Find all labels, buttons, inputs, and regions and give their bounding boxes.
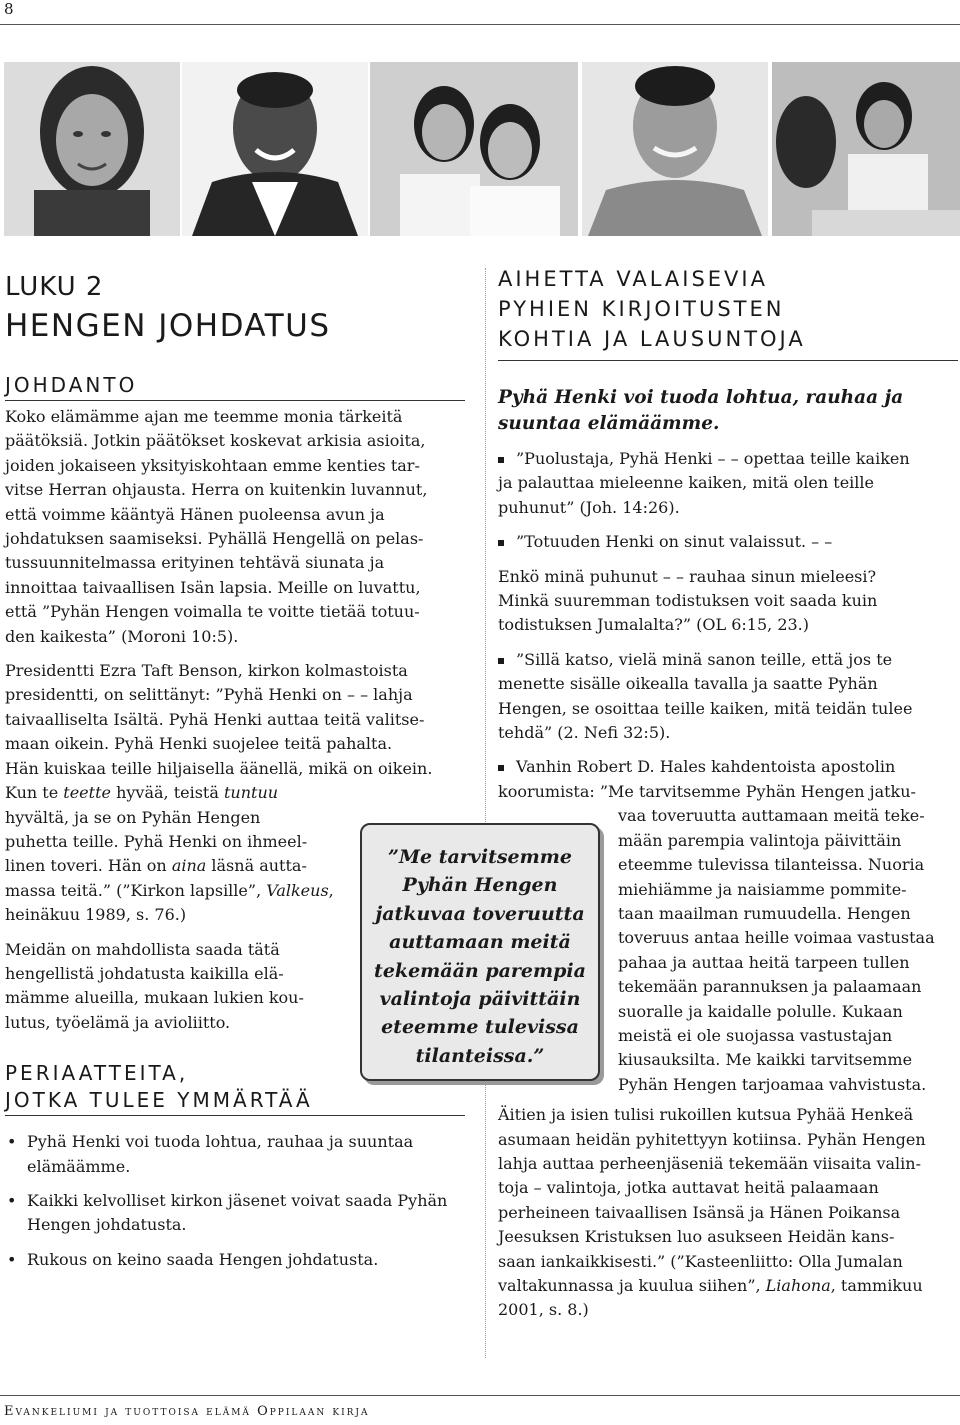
- hales-line: koorumista: ”Me tarvitsemme Pyhän Hengen jatku-: [498, 781, 916, 801]
- pull-quote-line: Pyhän Hengen: [402, 874, 558, 897]
- hales-wrap: [618, 804, 954, 1097]
- woman-portrait-photo: [4, 62, 180, 236]
- parents-line: Jeesuksen Kristuksen luo asukseen Heidän kans-: [498, 1227, 895, 1247]
- intro-line: vitse Herran ohjausta. Herra on kuitenkin luvannut,: [5, 480, 428, 500]
- pull-quote-line: jatkuvaa toveruutta: [375, 902, 585, 925]
- man-portrait-photo: [182, 62, 368, 236]
- scripture-line: menette sisälle oikealla tavalla ja saatte Pyhän: [498, 674, 878, 694]
- scripture-item: [498, 447, 954, 520]
- intro-line: joiden jokaiseen yksityiskohtaan emme kenties tar-: [5, 455, 420, 475]
- benson-line: Kun te teette hyvää, teistä tuntuu: [5, 783, 279, 803]
- hales-line: toveruus antaa heille voimaa vastustaa: [618, 928, 935, 948]
- scripture-line: ”Puolustaja, Pyhä Henki – – opettaa teille kaiken: [516, 449, 910, 468]
- principle-item: • Pyhä Henki voi tuoda lohtua, rauhaa ja suuntaa elämäämme.: [5, 1130, 465, 1179]
- pull-quote-line: eteemme tulevissa: [381, 1016, 579, 1039]
- scripture-line: tehdä” (2. Nefi 32:5).: [498, 723, 671, 743]
- left-column: [5, 270, 465, 1282]
- scripture-item: [498, 648, 954, 746]
- possible-line: lutus, työelämä ja avioliitto.: [5, 1012, 231, 1032]
- benson-line: taivaalliselta Isältä. Pyhä Henki auttaa teitä valitse-: [5, 709, 425, 729]
- hales-item: [498, 755, 954, 804]
- subheading-line: suuntaa elämäämme.: [498, 413, 720, 434]
- photo-strip: [4, 62, 960, 236]
- parents-line: lahja auttaa perheenjäseniä tekemään viisaita valin-: [498, 1153, 921, 1173]
- right-column: [498, 264, 954, 1323]
- intro-line: johdatuksen saamiseksi. Pyhällä Hengellä on pelas-: [5, 529, 424, 549]
- parents-line: Äitien ja isien tulisi rukoillen kutsua Pyhää Henkeä: [498, 1105, 914, 1125]
- parents-line: asumaan heidän pyhitettyyn kotiinsa. Pyhän Hengen: [498, 1129, 926, 1149]
- intro-line: Koko elämämme ajan me teemme monia tärkeitä: [5, 407, 403, 426]
- benson-line: hyvältä, ja se on Pyhän Hengen: [5, 807, 261, 827]
- hales-line: meistä ei ole suojassa vastustajan: [618, 1025, 893, 1045]
- scripture-quote-2-continued: [498, 565, 954, 638]
- intro-line: että ”Pyhän Hengen voimalla te voitte tietää totuu-: [5, 602, 420, 622]
- pull-quote-line: ”Me tarvitsemme: [388, 846, 572, 868]
- scripture-line: todistuksen Jumalalta?” (OL 6:15, 23.): [498, 615, 810, 635]
- principles-list: [5, 1130, 465, 1272]
- hales-line: suoralle ja kaidalle polulle. Kukaan: [618, 1001, 903, 1021]
- principles-heading-line2: JOTKA TULEE YMMÄRTÄÄ: [5, 1087, 465, 1116]
- scripture-line: Enkö minä puhunut – – rauhaa sinun mieleesi?: [498, 566, 877, 586]
- scripture-line: ja palauttaa mieleenne kaiken, mitä olen teille: [498, 473, 874, 493]
- scripture-quote-2: [498, 530, 954, 554]
- page-number: 8: [4, 0, 14, 18]
- scripture-line: Hengen, se osoittaa teille kaiken, mitä teidän tulee: [498, 698, 913, 718]
- scripture-quote-3: [498, 648, 954, 746]
- pull-quote-line: valintoja päivittäin: [379, 988, 581, 1011]
- parents-line: toja – valintoja, jotka auttavat heitä palaamaan: [498, 1178, 879, 1198]
- scripture-heading-line: PYHIEN KIRJOITUSTEN: [498, 297, 785, 321]
- two-girls-photo: [370, 62, 578, 236]
- hales-line: mään parempia valintoja päivittäin: [618, 830, 902, 850]
- benson-line: heinäkuu 1989, s. 76.): [5, 905, 187, 925]
- benson-line: linen toveri. Hän on aina läsnä autta-: [5, 856, 307, 876]
- scripture-heading: [498, 264, 958, 361]
- intro-line: tussuunnitelmassa erityinen tehtävä siunata ja: [5, 553, 385, 573]
- parents-paragraph: [498, 1103, 954, 1323]
- pull-quote-line: tekemään parempia: [374, 959, 586, 982]
- chapter-label: LUKU 2: [5, 272, 104, 302]
- column-divider: [485, 268, 487, 1358]
- benson-line: Hän kuiskaa teille hiljaisella äänellä, mikä on oikein.: [5, 758, 433, 778]
- footer-text: Evankeliumi ja tuottoisa elämä Oppilaan kirja: [4, 1404, 370, 1419]
- hales-line: Vanhin Robert D. Hales kahdentoista apostolin: [516, 757, 896, 777]
- parents-line: 2001, s. 8.): [498, 1300, 589, 1320]
- young-man-photo: [582, 62, 768, 236]
- benson-line: presidentti, on selittänyt: ”Pyhä Henki on – – lahja: [5, 685, 413, 705]
- hales-line: eteemme tulevissa tilanteissa. Nuoria: [618, 855, 925, 875]
- intro-line: innoittaa taivaallisen Isän lapsia. Meille on luvattu,: [5, 577, 421, 597]
- hales-line: kiusauksilta. Me kaikki tarvitsemme: [618, 1050, 913, 1070]
- principles-heading-line1: PERIAATTEITA,: [5, 1061, 189, 1086]
- intro-line: päätöksiä. Jotkin päätökset koskevat arkisia asioita,: [5, 431, 426, 451]
- subheading-line: Pyhä Henki voi tuoda lohtua, rauhaa ja: [498, 387, 904, 408]
- intro-line: että voimme kääntyä Hänen puoleensa avun ja: [5, 504, 385, 524]
- scripture-line: puhunut” (Joh. 14:26).: [498, 497, 680, 517]
- top-rule: [0, 24, 960, 25]
- hales-line: miehiämme ja naisiamme pommite-: [618, 879, 907, 899]
- benson-line: maan oikein. Pyhä Henki suojelee teitä pahalta.: [5, 734, 393, 754]
- hales-line: vaa toveruutta auttamaan meitä teke-: [618, 806, 925, 826]
- two-women-studying-photo: [772, 62, 960, 236]
- intro-heading: JOHDANTO: [5, 372, 465, 401]
- hales-line: tekemään parannuksen ja palaamaan: [618, 977, 922, 997]
- pull-quote-line: tilanteissa.”: [415, 1044, 545, 1067]
- scripture-line: Minkä suuremman todistuksen voit saada kuin: [498, 591, 878, 611]
- possible-line: Meidän on mahdollista saada tätä: [5, 939, 280, 959]
- hales-line: Pyhän Hengen tarjoamaa vahvistusta.: [618, 1074, 927, 1094]
- intro-paragraph: [5, 405, 465, 649]
- footer-rule: [0, 1395, 960, 1396]
- scripture-heading-line: KOHTIA JA LAUSUNTOJA: [498, 327, 806, 351]
- benson-line: puhetta teille. Pyhä Henki on ihmeel-: [5, 831, 308, 851]
- scripture-heading-line: AIHETTA VALAISEVIA: [498, 267, 768, 291]
- possible-line: hengellistä johdatusta kaikilla elä-: [5, 963, 284, 983]
- scripture-subheading: [498, 385, 954, 437]
- scripture-quote-1: [498, 447, 954, 520]
- benson-line: Presidentti Ezra Taft Benson, kirkon kolmastoista: [5, 661, 408, 681]
- hales-line: pahaa ja auttaa heitä tarpeen tullen: [618, 952, 910, 972]
- scripture-item: ”Totuuden Henki on sinut valaissut. – –: [498, 530, 954, 554]
- parents-line: perheineen taivaallisen Isänsä ja Hänen Poikansa: [498, 1202, 901, 1222]
- pull-quote-line: auttamaan meitä: [389, 931, 571, 954]
- page-title: HENGEN JOHDATUS: [5, 308, 331, 344]
- scripture-line: ”Sillä katso, vielä minä sanon teille, että jos te: [516, 649, 893, 669]
- parents-line: saan iankaikkisesti.” (”Kasteenliitto: Olla Jumalan: [498, 1251, 903, 1271]
- hales-line: taan maailman rumuudella. Hengen: [618, 903, 911, 923]
- principle-item: • Rukous on keino saada Hengen johdatusta.: [5, 1248, 465, 1272]
- parents-line: valtakunnassa ja kuulua siihen”, Liahona, tammikuu: [498, 1276, 923, 1295]
- hales-quote: [498, 755, 954, 804]
- benson-line: massa teitä.” (”Kirkon lapsille”, Valkeus,: [5, 880, 334, 900]
- intro-line: den kaikesta” (Moroni 10:5).: [5, 626, 239, 646]
- possible-line: mämme alueilla, mukaan lukien kou-: [5, 988, 304, 1008]
- principle-item: • Kaikki kelvolliset kirkon jäsenet voivat saada Pyhän Hengen johdatusta.: [5, 1189, 465, 1238]
